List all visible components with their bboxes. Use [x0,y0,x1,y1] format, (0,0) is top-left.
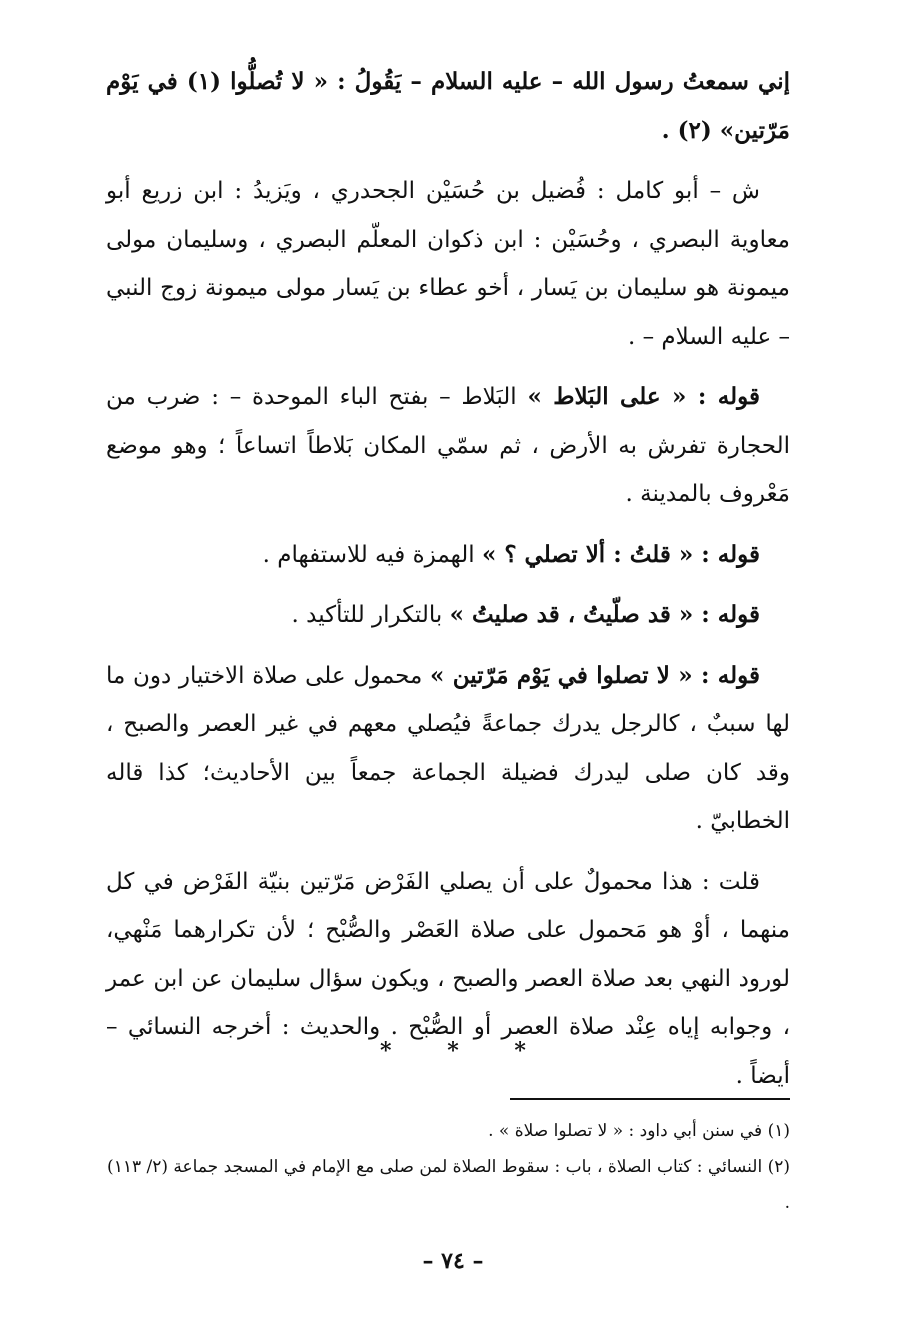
section-separator [0,1038,906,1064]
quoted-phrase: قوله : « قد صلّيتُ ، قد صليتُ » [449,601,760,628]
separator-star: * [380,1038,392,1064]
paragraph-text: البَلاط – بفتح الباء الموحدة – : ضرب من الحجارة تفرش به الأرض ، ثم سمّي المكان بَلاطاً اتساعاً ؛ وهو موضع مَعْروف بالمدينة . [106,384,790,507]
quoted-phrase: قوله : « لا تصلوا في يَوْم مَرّتين » [429,661,760,689]
paragraph-text: محمول على صلاة الاختيار دون ما لها سببٌ ، كالرجل يدرك جماعةً فيُصلي معهم في غير العصر والصبح ، وقد كان صلى ليدرك فضيلة الجماعة جمعاً بين الأحاديث؛ كذا قاله الخطابيّ . [106,662,790,834]
hadith-text-paragraph [106,58,790,155]
footnotes [106,1113,790,1221]
narrators-commentary-paragraph [106,167,790,361]
paragraph-text: قلت : هذا محمولٌ على أن يصلي الفَرْض مَرّتين بنيّة الفَرْض في كل منهما ، أوْ هو مَحمول على صلاة العَصْر والصُّبْح ؛ لأن تكرارهما مَنْهي، لورود النهي بعد صلاة العصر والصبح ، ويكون سؤال سليمان عن ابن عمر ، وجوابه إياه عِنْد صلاة العصر أو الصُّبْح . والحديث : أخرجه النسائي – أيضاً . [106,868,790,1089]
commentary-paragraph-ala-tusalli [106,531,790,580]
footnote-2: (٢) النسائي : كتاب الصلاة ، باب : سقوط الصلاة لمن صلى مع الإمام في المسجد جماعة (٢/ ١١٣) . [107,1157,790,1213]
quoted-phrase: قوله : « على البَلاط » [527,383,760,410]
paragraph-text: الهمزة فيه للاستفهام . [262,541,482,568]
separator-star: * [447,1038,459,1064]
paragraph-text: بالتكرار للتأكيد . [291,602,450,628]
page-number: – ٧٤ – [422,1248,484,1274]
footnote-divider [510,1098,790,1100]
paragraph-text: إني سمعتُ رسول الله – عليه السلام – يَقُولُ : « لا تُصلُّوا (١) في يَوْم مَرّتين» (٢) . [106,68,790,144]
commentary-paragraph-qad-sallaytu [106,591,790,640]
commentary-paragraph-la-tusallu [106,652,790,846]
commentary-paragraph-balat [106,373,790,519]
quoted-phrase: قوله : « قلتُ : ألا تصلي ؟ » [481,540,760,568]
footnote-1: (١) في سنن أبي داود : « لا تصلوا صلاة » . [488,1121,790,1141]
paragraph-text: ش – أبو كامل : فُضيل بن حُسَيْن الجحدري ، ويَزيدُ : ابن زريع أبو معاوية البصري ، وحُسَيْن : ابن ذكوان المعلّم البصري ، وسليمان مولى ميمونة هو سليمان بن يَسار ، أخو عطاء بن يَسار مولى ميمونة زوج النبي – عليه السلام – . [106,178,790,350]
separator-star: * [514,1038,526,1064]
main-text [106,58,790,1100]
